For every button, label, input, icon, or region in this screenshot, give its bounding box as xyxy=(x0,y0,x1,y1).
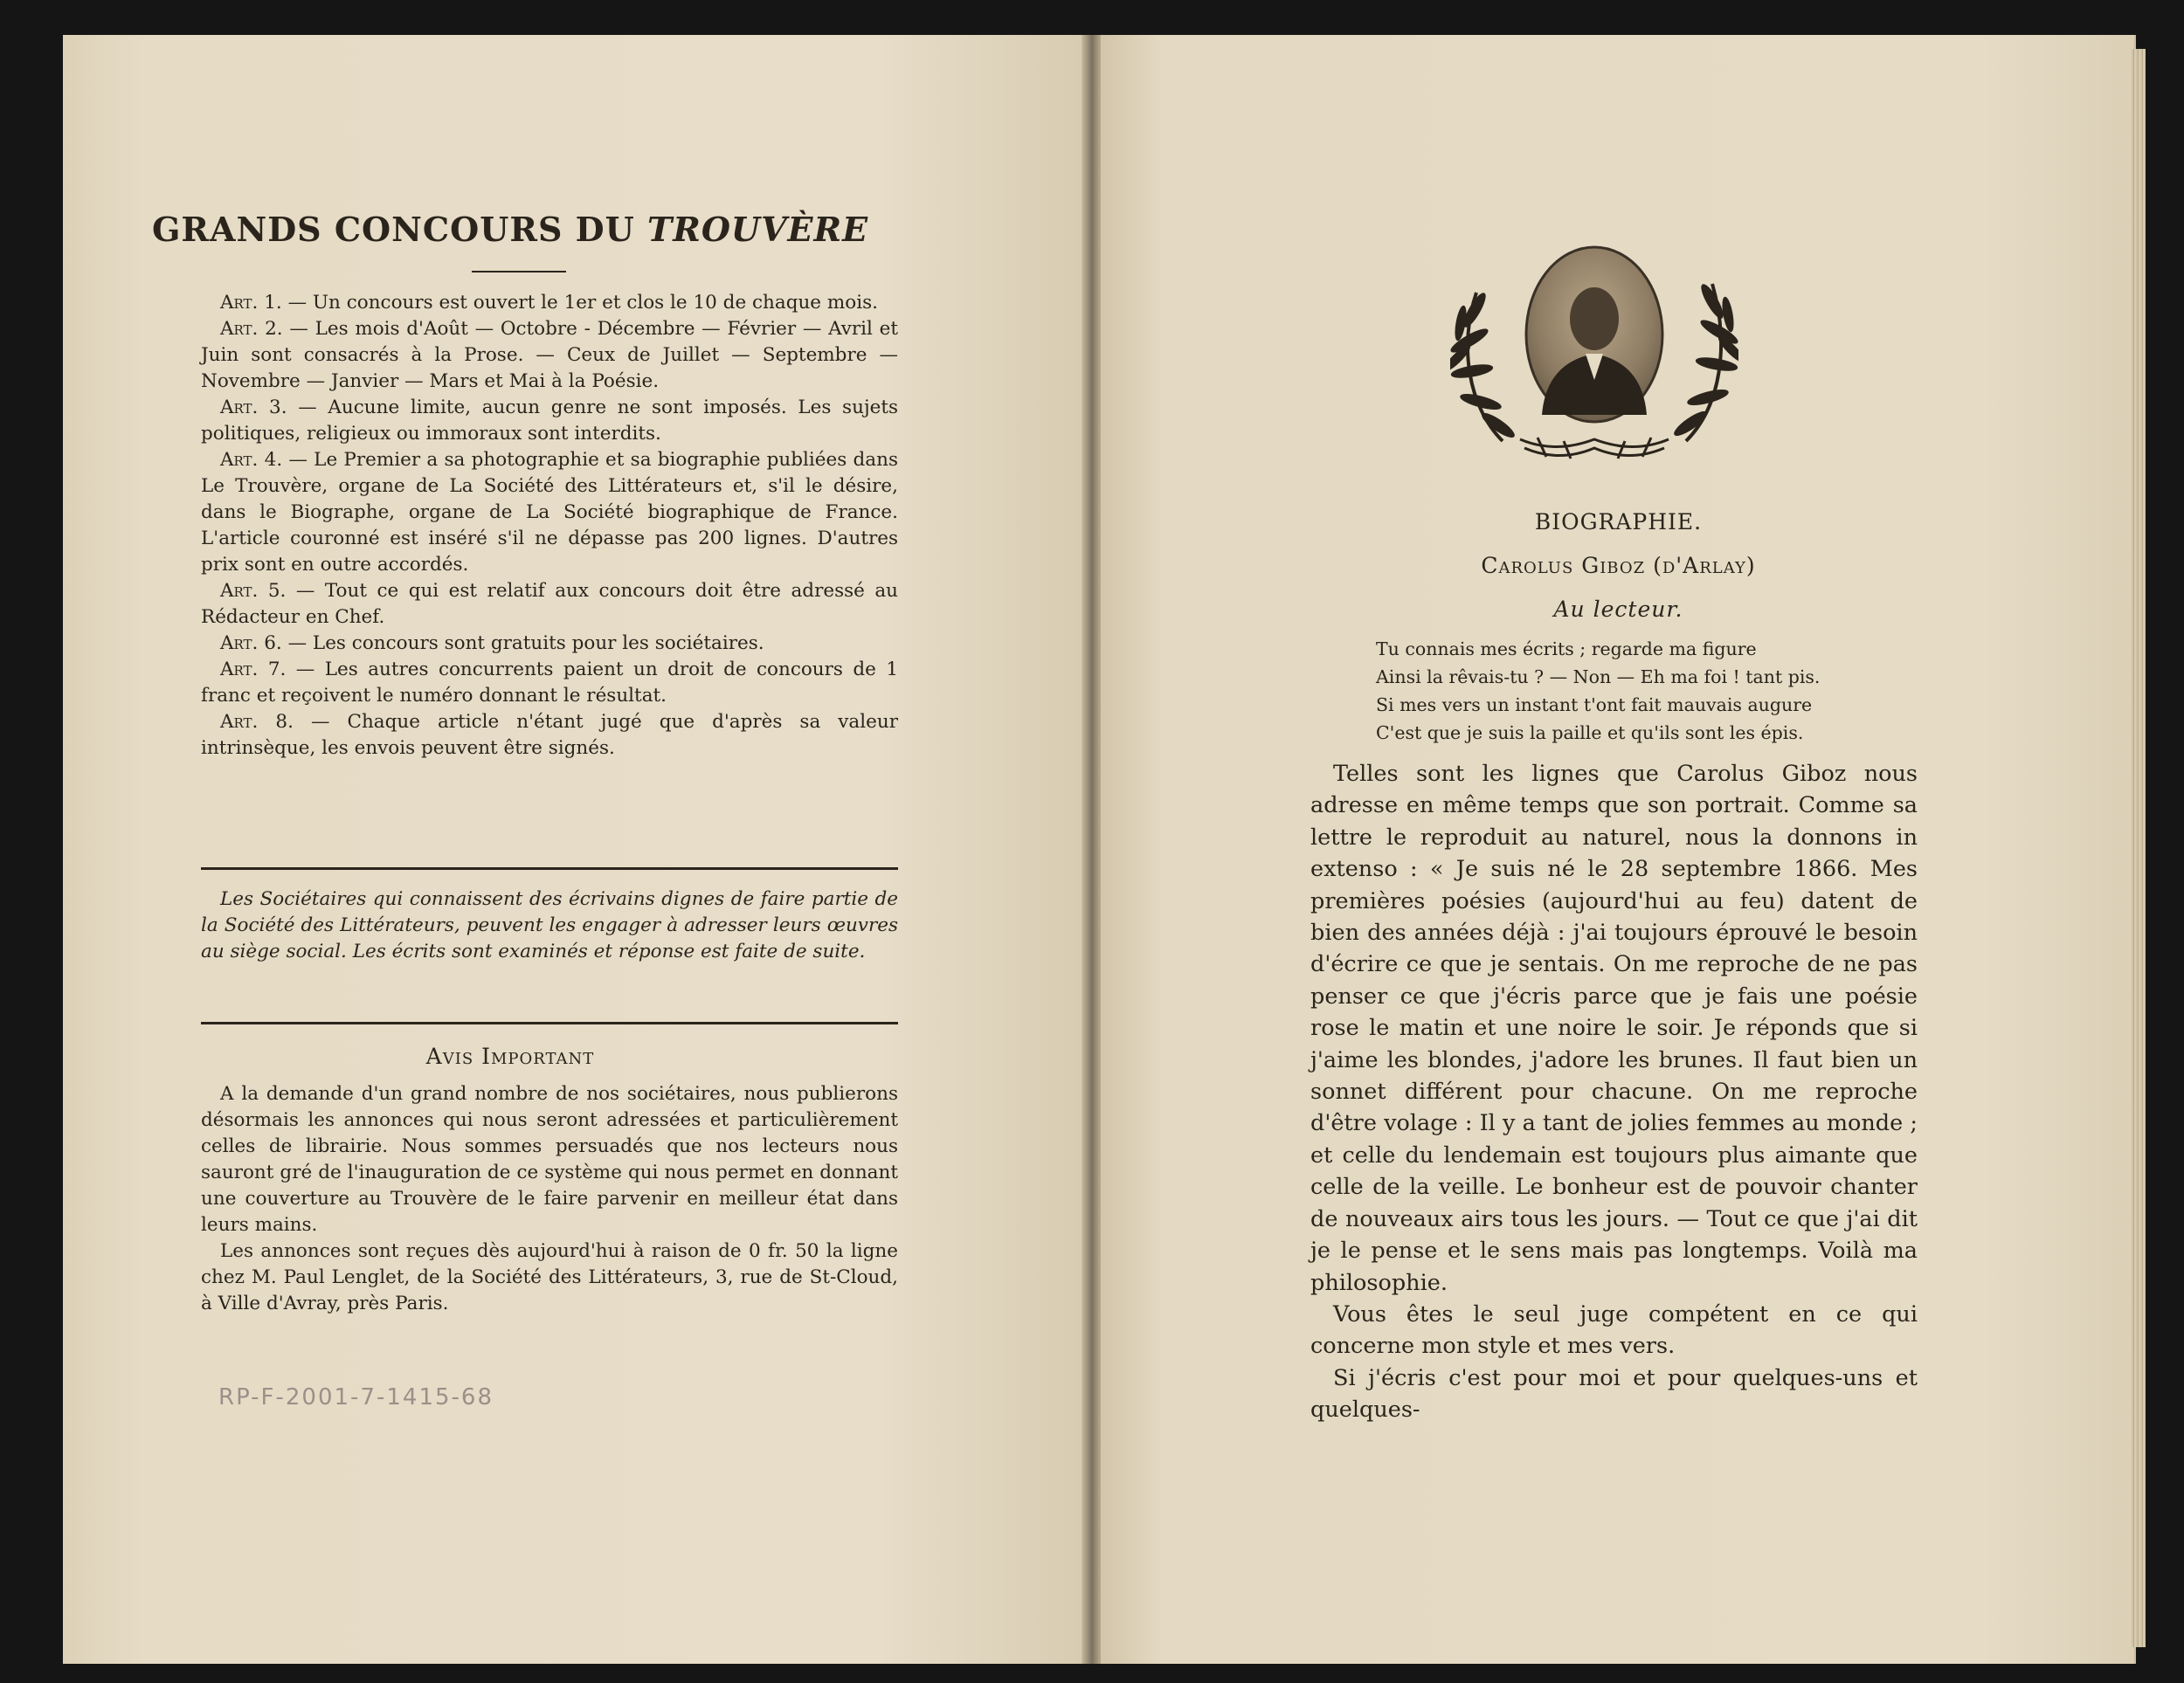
title-rule xyxy=(472,271,566,272)
article-item xyxy=(201,290,898,316)
article-item xyxy=(201,447,898,578)
page-edges xyxy=(2132,49,2146,1647)
page-title xyxy=(0,210,1020,249)
dedication: Au lecteur. xyxy=(1553,597,1683,622)
article-text: — Aucune limite, aucun genre ne sont imposés. Les sujets politiques, religieux ou immoraux sont interdits. xyxy=(201,397,899,445)
poem-line: C'est que je suis la paille et qu'ils sont les épis. xyxy=(1376,722,1804,743)
avis-title: Avis Important xyxy=(425,1044,595,1069)
article-text: — Les mois d'Août — Octobre - Décembre — Février — Avril et Juin sont consacrés à la Prose. — Ceux de Juillet — Septembre — Novembre — Janvier — Mars et Mai à la Poésie. xyxy=(201,318,899,392)
section-title: BIOGRAPHIE. xyxy=(1534,509,1703,535)
societaires-note-text: Les Sociétaires qui connaissent des écrivains dignes de faire partie de la Société des Littérateurs, peuvent les engager à adresser leurs œuvres au siège social. Les écrits sont examinés et réponse est faite de suite. xyxy=(201,888,898,962)
prose-paragraph: Vous êtes le seul juge compétent en ce qui concerne mon style et mes vers. xyxy=(1310,1300,1918,1360)
article-text: — Tout ce qui est relatif aux concours doit être adressé au Rédacteur en Chef. xyxy=(201,580,899,628)
shelfmark: RP-F-2001-7-1415-68 xyxy=(218,1384,494,1411)
societaires-note xyxy=(201,886,898,965)
epigraph-poem xyxy=(1376,635,1830,747)
article-text: — Le Premier a sa photographie et sa biographie publiées dans Le Trouvère, organe de La Société des Littérateurs et, s'il le désire, dans le Biographe, organe de La Société biographique de France. L'article couronné est inséré s'il ne dépasse pas 200 lignes. D'autres prix sont en outre accordés. xyxy=(201,449,898,576)
article-text: — Les concours sont gratuits pour les sociétaires. xyxy=(281,632,764,654)
prose-paragraph: Si j'écris c'est pour moi et pour quelques-uns et quelques- xyxy=(1310,1364,1918,1424)
poem-line: Ainsi la rêvais-tu ? — Non — Eh ma foi ! tant pis. xyxy=(1376,666,1821,687)
portrait-vignette xyxy=(1450,240,1738,467)
article-label: Art. 3. xyxy=(220,397,287,418)
article-label: Art. 2. xyxy=(220,318,283,340)
avis-paragraph: Les annonces sont reçues dès aujourd'hui à raison de 0 fr. 50 la ligne chez M. Paul Lenglet, de la Société des Littérateurs, 3, rue de St-Cloud, à Ville d'Avray, près Paris. xyxy=(201,1240,898,1314)
subject-name: Carolus Giboz (d'Arlay) xyxy=(1481,553,1756,578)
article-item xyxy=(201,657,898,709)
article-label: Art. 8. xyxy=(220,711,294,733)
biography-text xyxy=(1310,758,1918,1426)
divider-rule xyxy=(201,867,898,870)
article-item xyxy=(201,709,898,762)
article-label: Art. 4. xyxy=(220,449,283,471)
left-page xyxy=(63,35,1083,1664)
book-gutter xyxy=(1082,35,1102,1664)
avis-paragraphs xyxy=(201,1081,898,1317)
article-text: — Un concours est ouvert le 1er et clos le 10 de chaque mois. xyxy=(281,292,878,314)
poem-line: Tu connais mes écrits ; regarde ma figure xyxy=(1376,638,1757,659)
divider-rule xyxy=(201,1022,898,1024)
article-label: Art. 1. xyxy=(220,292,282,314)
avis-paragraph: A la demande d'un grand nombre de nos sociétaires, nous publierons désormais les annonces qui nous seront adressées et particulièrement celles de librairie. Nous sommes persuadés que nos lecteurs nous sauront gré de l'inauguration de ce système qui nous permet en donnant une couverture au Trouvère de le faire parvenir en meilleur état dans leurs mains. xyxy=(201,1083,898,1236)
article-text: — Chaque article n'étant jugé que d'après sa valeur intrinsèque, les envois peuvent être signés. xyxy=(201,711,898,759)
contest-articles xyxy=(201,290,898,762)
article-label: Art. 7. xyxy=(220,659,287,680)
article-item xyxy=(201,395,898,447)
article-text: — Les autres concurrents paient un droit de concours de 1 franc et reçoivent le numéro donnant le résultat. xyxy=(201,659,898,707)
article-item xyxy=(201,631,898,657)
ribbon-icon xyxy=(1520,438,1669,459)
article-label: Art. 5. xyxy=(220,580,287,602)
title-italic: TROUVÈRE xyxy=(646,210,869,249)
title-plain: GRANDS CONCOURS DU xyxy=(151,210,635,249)
poem-line: Si mes vers un instant t'ont fait mauvais augure xyxy=(1376,694,1813,715)
prose-paragraph: Telles sont les lignes que Carolus Giboz nous adresse en même temps que son portrait. Comme sa lettre le reproduit au naturel, nous la donnons in extenso : « Je suis né le 28 septembre 1866. Mes premières poésies (aujourd'hui au feu) datent de bien des années déjà : j'ai toujours éprouvé le besoin d'écrire ce que je sentais. On me reproche de ne pas penser ce que j'écris parce que je fais une poésie rose le matin et une noire le soir. Je réponds que si j'aime les blondes, j'adore les brunes. Il faut bien un sonnet différent pour chacune. On me reproche d'être volage : Il y a tant de jolies femmes au monde ; et celle du lendemain est toujours plus aimante que celle de la veille. Le bonheur est de pouvoir chanter de nouveaux airs tous les jours. — Tout ce que j'ai dit je le pense et le sens mais pas longtemps. Voilà ma philosophie. xyxy=(1310,761,1918,1296)
article-item xyxy=(201,578,898,631)
article-item xyxy=(201,316,898,395)
article-label: Art. 6. xyxy=(220,632,282,654)
